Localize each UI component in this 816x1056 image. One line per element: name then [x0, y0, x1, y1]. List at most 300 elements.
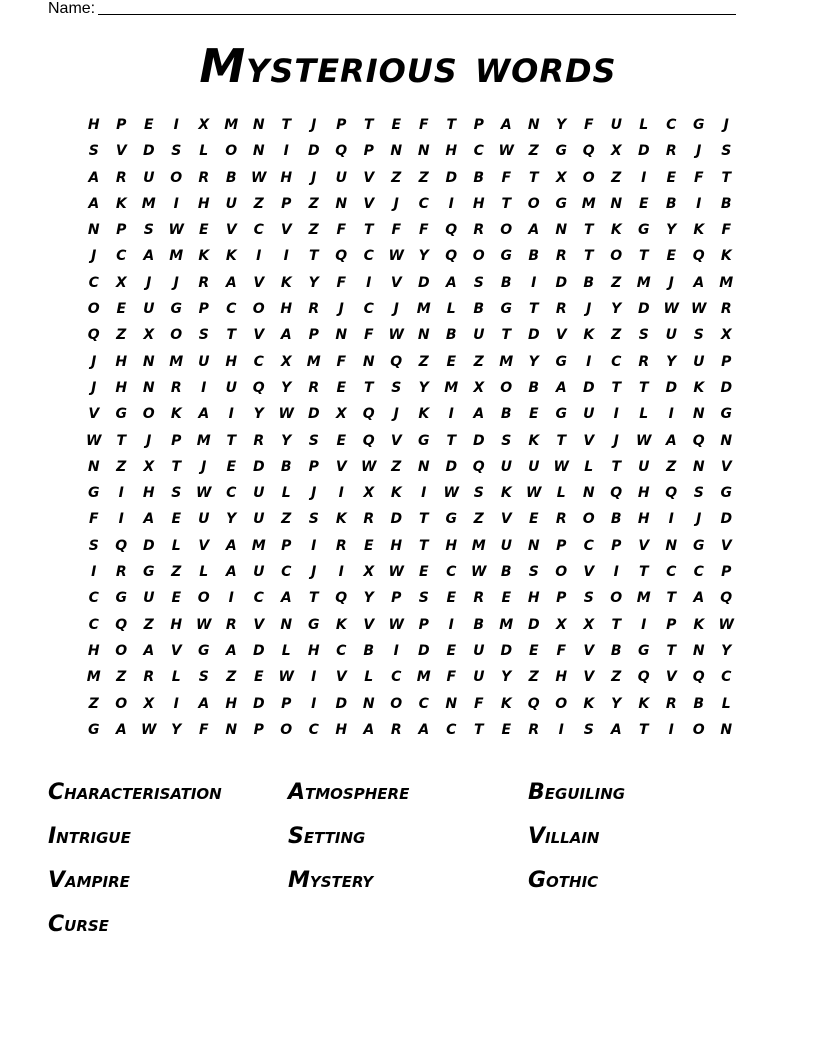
grid-letter: C [446, 721, 457, 738]
grid-letter: D [720, 511, 733, 528]
grid-letter: H [445, 537, 458, 554]
grid-letter: Y [308, 274, 319, 291]
grid-letter: Q [692, 669, 705, 686]
grid-letter: Q [335, 143, 348, 160]
grid-letter: X [335, 406, 347, 423]
grid-letter: J [586, 301, 592, 318]
grid-letter: W [471, 564, 487, 581]
grid-letter: V [253, 327, 265, 344]
grid-letter: L [199, 143, 209, 160]
grid-letter: I [531, 274, 537, 291]
grid-letter: A [88, 195, 100, 212]
grid-letter: X [280, 353, 292, 370]
grid-letter: A [143, 642, 155, 659]
grid-letter: Q [472, 458, 485, 475]
grid-letter: C [116, 248, 127, 265]
grid-letter: H [472, 195, 485, 212]
grid-letter: E [638, 195, 649, 212]
grid-letter: J [393, 195, 399, 212]
grid-letter: I [668, 721, 674, 738]
grid-row [80, 401, 740, 427]
grid-letter: Q [445, 222, 458, 239]
grid-letter: H [225, 695, 238, 712]
grid-letter: P [556, 590, 567, 607]
grid-letter: E [143, 117, 154, 133]
grid-letter: I [641, 169, 647, 186]
grid-letter: J [173, 274, 179, 291]
grid-letter: I [613, 564, 619, 581]
grid-letter: I [311, 537, 317, 554]
grid-letter: G [500, 301, 512, 318]
grid-letter: A [198, 406, 210, 423]
grid-letter: E [666, 169, 677, 186]
grid-letter: A [693, 274, 705, 291]
grid-letter: Z [528, 143, 539, 160]
name-blank-line [98, 0, 736, 15]
grid-letter: H [307, 642, 320, 659]
grid-letter: V [335, 458, 347, 475]
grid-letter: K [528, 432, 540, 449]
grid-letter: Y [666, 353, 677, 370]
grid-letter: R [170, 379, 182, 396]
grid-letter: F [473, 695, 484, 712]
grid-letter: Z [88, 695, 99, 712]
grid-letter: U [473, 327, 485, 344]
grid-letter: T [446, 117, 457, 133]
grid-letter: K [170, 406, 182, 423]
grid-letter: I [613, 406, 619, 423]
grid-letter: W [718, 616, 734, 633]
word-list-item: Atmosphere [288, 780, 410, 805]
grid-letter: A [280, 327, 292, 344]
grid-letter: J [393, 406, 399, 423]
grid-letter: A [198, 695, 210, 712]
grid-letter: S [638, 327, 649, 344]
grid-letter: T [583, 222, 594, 239]
grid-letter: Z [611, 669, 622, 686]
grid-letter: O [610, 590, 623, 607]
grid-letter: K [693, 222, 705, 239]
grid-letter: D [307, 406, 320, 423]
grid-letter: X [610, 143, 622, 160]
grid-letter: X [143, 327, 155, 344]
grid-letter: Y [253, 406, 264, 423]
grid-letter: I [448, 406, 454, 423]
grid-letter: M [141, 195, 156, 212]
grid-letter: T [528, 169, 539, 186]
word-list-item: Characterisation [48, 780, 222, 805]
grid-letter: V [583, 642, 595, 659]
grid-letter: I [91, 564, 97, 581]
grid-letter: A [363, 721, 375, 738]
grid-letter: Z [143, 616, 154, 633]
grid-letter: G [693, 537, 705, 554]
grid-letter: A [500, 117, 512, 133]
grid-letter: W [388, 248, 404, 265]
grid-letter: U [253, 564, 265, 581]
grid-letter: L [721, 695, 731, 712]
grid-letter: K [610, 222, 622, 239]
grid-letter: D [142, 537, 155, 554]
grid-letter: H [335, 721, 348, 738]
grid-letter: O [115, 695, 128, 712]
grid-letter: K [335, 616, 347, 633]
grid-letter: D [555, 274, 568, 291]
grid-letter: L [171, 537, 181, 554]
grid-letter: H [115, 353, 128, 370]
grid-letter: O [252, 301, 265, 318]
grid-letter: T [308, 248, 319, 265]
grid-letter: W [196, 485, 212, 502]
grid-letter: W [691, 301, 707, 318]
grid-letter: K [583, 695, 595, 712]
grid-letter: T [446, 432, 457, 449]
grid-letter: P [721, 353, 732, 370]
grid-letter: Y [556, 117, 567, 133]
grid-row [80, 138, 740, 164]
grid-letter: W [388, 564, 404, 581]
grid-letter: M [306, 353, 321, 370]
grid-letter: I [668, 511, 674, 528]
grid-letter: N [665, 537, 678, 554]
grid-letter: X [143, 458, 155, 475]
grid-letter: J [311, 169, 317, 186]
grid-letter: C [473, 143, 484, 160]
grid-letter: A [143, 511, 155, 528]
grid-letter: P [721, 564, 732, 581]
grid-letter: P [308, 327, 319, 344]
grid-letter: K [280, 274, 292, 291]
grid-letter: S [693, 485, 704, 502]
grid-letter: I [448, 616, 454, 633]
grid-letter: U [143, 301, 155, 318]
grid-letter: B [445, 327, 457, 344]
grid-letter: C [226, 301, 237, 318]
grid-row [80, 322, 740, 348]
grid-letter: I [311, 695, 317, 712]
grid-letter: G [720, 485, 732, 502]
grid-letter: V [115, 143, 127, 160]
grid-letter: D [417, 274, 430, 291]
grid-letter: S [473, 274, 484, 291]
grid-letter: F [693, 169, 704, 186]
grid-letter: X [143, 695, 155, 712]
grid-letter: Q [665, 485, 678, 502]
grid-row [80, 375, 740, 401]
grid-letter: O [582, 169, 595, 186]
grid-letter: K [583, 327, 595, 344]
grid-letter: O [142, 406, 155, 423]
grid-letter: E [666, 248, 677, 265]
word-list-item: Setting [288, 824, 366, 849]
grid-letter: O [280, 721, 293, 738]
grid-letter: J [201, 458, 207, 475]
grid-letter: E [501, 590, 512, 607]
grid-letter: J [146, 274, 152, 291]
grid-letter: B [610, 511, 622, 528]
grid-letter: O [527, 195, 540, 212]
grid-letter: U [665, 327, 677, 344]
grid-letter: H [225, 353, 238, 370]
grid-letter: R [335, 537, 347, 554]
grid-letter: N [252, 143, 265, 160]
grid-row [80, 243, 740, 269]
grid-letter: B [665, 195, 677, 212]
grid-letter: M [169, 248, 184, 265]
grid-letter: Q [720, 590, 733, 607]
grid-letter: N [335, 195, 348, 212]
grid-letter: C [693, 564, 704, 581]
grid-letter: U [335, 169, 347, 186]
word-search-grid [80, 112, 740, 743]
grid-letter: D [252, 458, 265, 475]
grid-letter: Z [418, 169, 429, 186]
grid-letter: U [225, 195, 237, 212]
grid-letter: G [143, 564, 155, 581]
grid-letter: S [583, 721, 594, 738]
grid-letter: S [418, 590, 429, 607]
grid-letter: V [335, 669, 347, 686]
grid-letter: W [251, 169, 267, 186]
grid-letter: I [118, 485, 124, 502]
grid-letter: D [307, 143, 320, 160]
grid-letter: D [252, 695, 265, 712]
grid-letter: R [253, 432, 265, 449]
grid-letter: O [692, 721, 705, 738]
grid-letter: N [87, 458, 100, 475]
grid-letter: A [610, 721, 622, 738]
grid-letter: Q [445, 248, 458, 265]
grid-row [80, 717, 740, 743]
grid-letter: U [143, 590, 155, 607]
grid-letter: S [143, 222, 154, 239]
grid-letter: F [583, 117, 594, 133]
grid-row [80, 191, 740, 217]
grid-letter: R [473, 590, 485, 607]
grid-letter: P [336, 117, 347, 133]
grid-letter: I [558, 721, 564, 738]
grid-letter: A [225, 642, 237, 659]
grid-letter: N [280, 616, 293, 633]
grid-letter: H [87, 642, 100, 659]
grid-letter: C [418, 195, 429, 212]
grid-letter: V [198, 537, 210, 554]
grid-letter: F [336, 222, 347, 239]
grid-letter: L [446, 301, 456, 318]
grid-letter: O [500, 222, 513, 239]
grid-letter: J [338, 301, 344, 318]
grid-letter: Z [666, 458, 677, 475]
grid-letter: H [142, 485, 155, 502]
grid-letter: G [170, 301, 182, 318]
grid-letter: N [527, 117, 540, 133]
grid-letter: U [198, 353, 210, 370]
grid-letter: M [444, 379, 459, 396]
grid-letter: Q [692, 248, 705, 265]
grid-letter: R [115, 169, 127, 186]
grid-letter: Y [501, 669, 512, 686]
grid-letter: L [281, 642, 291, 659]
grid-letter: T [418, 511, 429, 528]
grid-letter: K [720, 248, 732, 265]
grid-letter: I [338, 564, 344, 581]
grid-letter: W [636, 432, 652, 449]
grid-letter: C [281, 564, 292, 581]
grid-letter: I [393, 642, 399, 659]
grid-letter: V [225, 222, 237, 239]
grid-letter: Q [335, 590, 348, 607]
grid-letter: H [280, 169, 293, 186]
grid-letter: P [418, 616, 429, 633]
grid-letter: U [225, 379, 237, 396]
grid-letter: F [88, 511, 99, 528]
grid-letter: Z [171, 564, 182, 581]
grid-letter: W [196, 616, 212, 633]
grid-letter: I [696, 195, 702, 212]
grid-letter: E [446, 642, 457, 659]
grid-letter: F [556, 642, 567, 659]
grid-letter: E [171, 511, 182, 528]
grid-letter: N [692, 458, 705, 475]
grid-letter: Q [692, 432, 705, 449]
grid-letter: V [583, 564, 595, 581]
grid-letter: J [91, 379, 97, 396]
grid-letter: J [613, 432, 619, 449]
grid-letter: C [418, 695, 429, 712]
grid-letter: X [115, 274, 127, 291]
grid-letter: G [115, 590, 127, 607]
grid-letter: U [253, 511, 265, 528]
grid-letter: C [253, 353, 264, 370]
grid-letter: Z [253, 195, 264, 212]
grid-letter: A [225, 537, 237, 554]
grid-letter: S [88, 143, 99, 160]
grid-letter: O [225, 143, 238, 160]
grid-letter: Z [611, 169, 622, 186]
grid-letter: Y [226, 511, 237, 528]
grid-letter: E [363, 537, 374, 554]
grid-letter: Q [335, 248, 348, 265]
grid-letter: V [170, 642, 182, 659]
grid-letter: U [610, 117, 622, 133]
grid-letter: H [445, 143, 458, 160]
grid-row [80, 638, 740, 664]
name-field [48, 0, 748, 18]
grid-letter: H [555, 669, 568, 686]
grid-letter: U [638, 458, 650, 475]
grid-letter: X [363, 564, 375, 581]
grid-letter: W [443, 485, 459, 502]
grid-row [80, 454, 740, 480]
grid-letter: V [363, 616, 375, 633]
grid-letter: J [393, 301, 399, 318]
grid-letter: Q [87, 327, 100, 344]
grid-letter: E [528, 406, 539, 423]
grid-letter: I [173, 195, 179, 212]
grid-letter: B [473, 169, 485, 186]
grid-letter: P [281, 195, 292, 212]
grid-letter: Q [115, 616, 128, 633]
grid-letter: A [693, 590, 705, 607]
grid-letter: I [228, 590, 234, 607]
grid-letter: I [366, 274, 372, 291]
grid-letter: T [638, 379, 649, 396]
grid-letter: V [363, 195, 375, 212]
grid-letter: D [142, 143, 155, 160]
grid-letter: R [555, 511, 567, 528]
grid-letter: Z [391, 458, 402, 475]
grid-letter: U [473, 642, 485, 659]
grid-letter: K [335, 511, 347, 528]
grid-letter: N [445, 695, 458, 712]
grid-letter: U [198, 511, 210, 528]
grid-letter: T [611, 616, 622, 633]
grid-letter: T [611, 458, 622, 475]
grid-letter: R [225, 616, 237, 633]
grid-letter: G [418, 432, 430, 449]
grid-letter: D [720, 379, 733, 396]
grid-letter: Z [308, 195, 319, 212]
grid-letter: R [143, 669, 155, 686]
grid-letter: T [363, 222, 374, 239]
grid-letter: R [720, 301, 732, 318]
grid-letter: A [473, 406, 485, 423]
grid-letter: W [168, 222, 184, 239]
grid-letter: E [528, 511, 539, 528]
grid-letter: M [196, 432, 211, 449]
grid-letter: Z [391, 169, 402, 186]
grid-letter: V [583, 432, 595, 449]
grid-letter: B [500, 406, 512, 423]
grid-letter: I [311, 669, 317, 686]
grid-letter: D [665, 379, 678, 396]
grid-letter: Z [611, 327, 622, 344]
grid-letter: N [610, 195, 623, 212]
grid-letter: Z [473, 511, 484, 528]
grid-row [80, 296, 740, 322]
grid-letter: N [555, 222, 568, 239]
grid-letter: Q [637, 669, 650, 686]
grid-letter: A [88, 169, 100, 186]
grid-letter: M [499, 353, 514, 370]
grid-letter: N [142, 353, 155, 370]
word-list-item: Villain [528, 824, 600, 849]
grid-letter: Z [226, 669, 237, 686]
grid-letter: K [418, 406, 430, 423]
grid-letter: V [583, 669, 595, 686]
grid-letter: P [198, 301, 209, 318]
grid-letter: G [555, 406, 567, 423]
grid-letter: S [171, 143, 182, 160]
grid-letter: H [197, 195, 210, 212]
grid-letter: T [666, 590, 677, 607]
grid-letter: G [638, 642, 650, 659]
grid-letter: S [88, 537, 99, 554]
grid-letter: D [445, 169, 458, 186]
grid-letter: J [311, 485, 317, 502]
grid-letter: G [88, 485, 100, 502]
grid-letter: N [362, 695, 375, 712]
grid-letter: P [611, 537, 622, 554]
grid-letter: C [611, 353, 622, 370]
grid-row [80, 585, 740, 611]
grid-letter: I [201, 379, 207, 396]
grid-letter: O [197, 590, 210, 607]
grid-letter: F [336, 353, 347, 370]
grid-letter: Z [308, 222, 319, 239]
grid-letter: F [363, 327, 374, 344]
grid-letter: M [636, 590, 651, 607]
